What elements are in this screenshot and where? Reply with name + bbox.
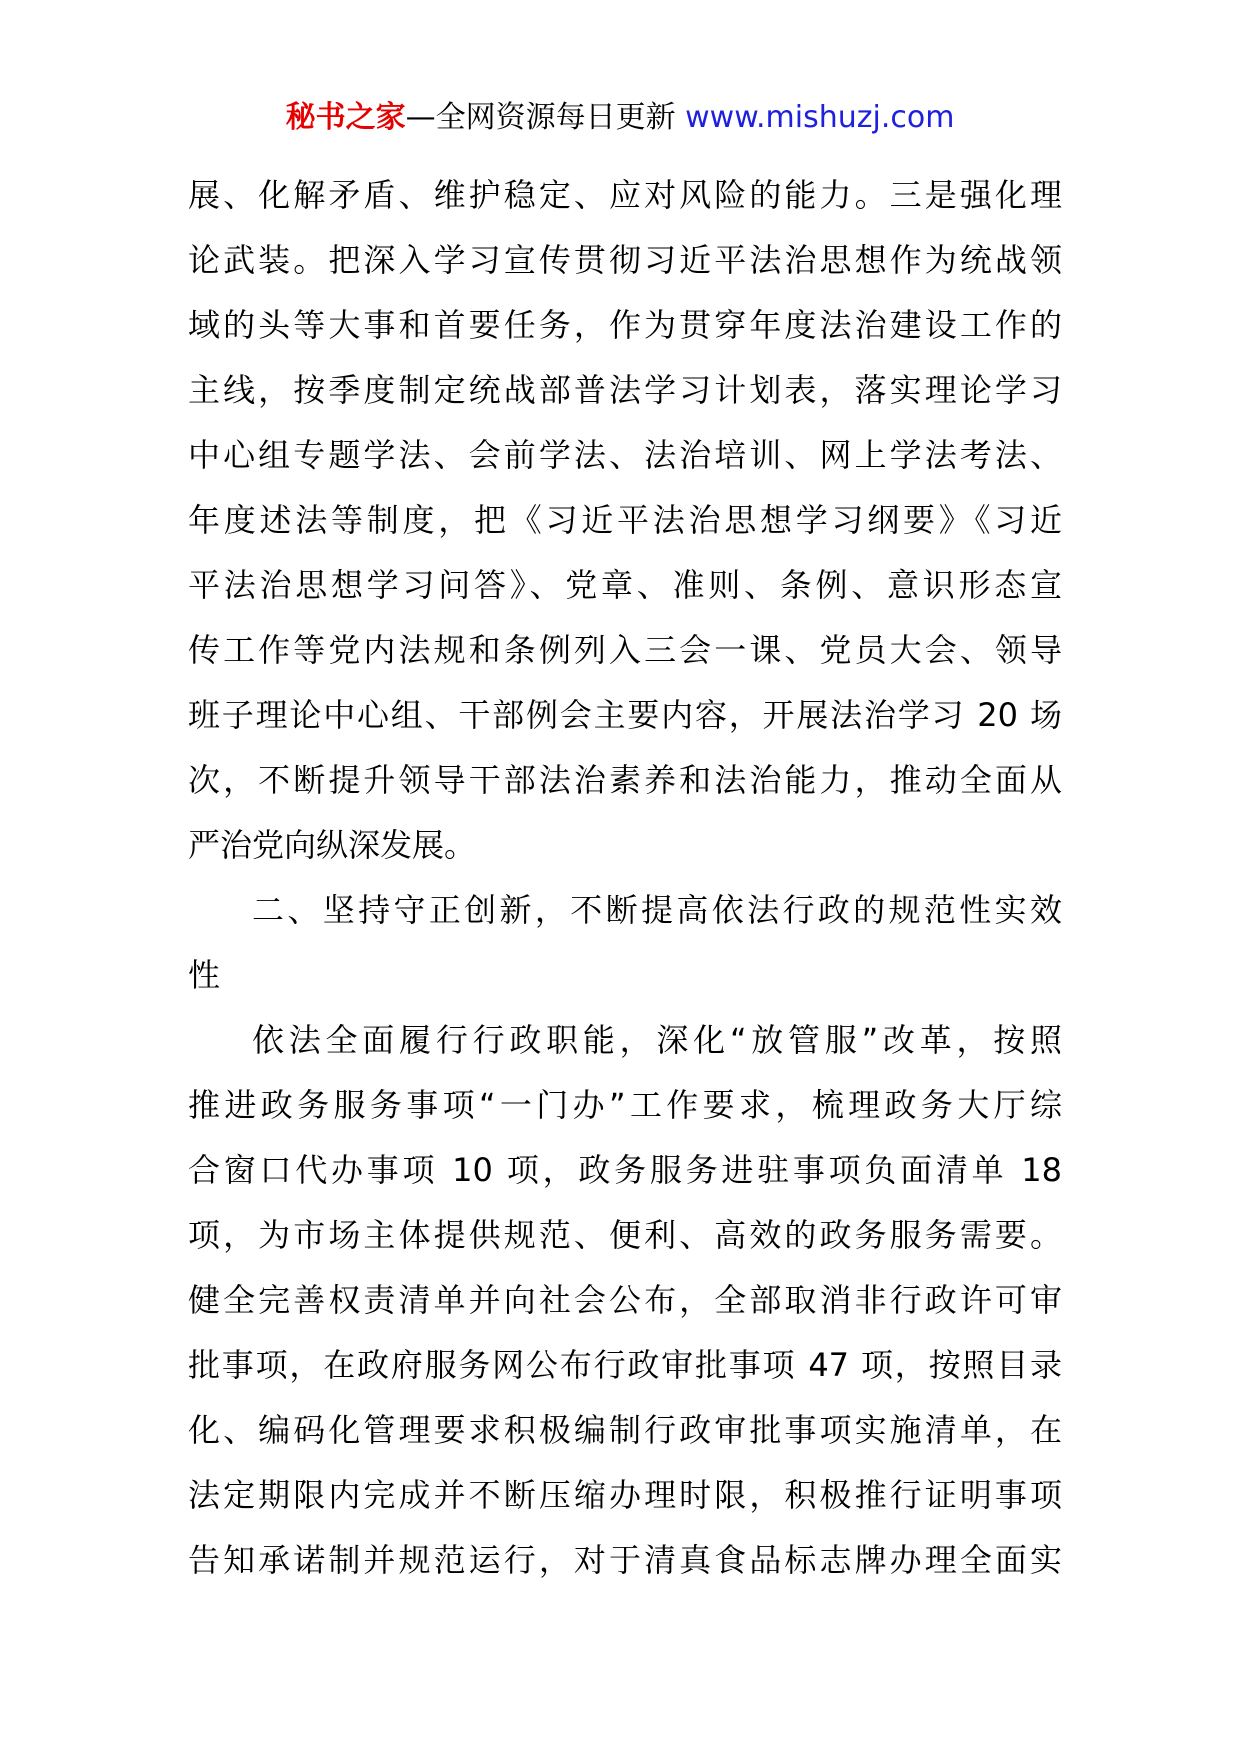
text-line: 依法全面履行行政职能，深化“放管服”改革，按照 [252,1021,1062,1059]
text-line: 告知承诺制并规范运行，对于清真食品标志牌办理全面实 [188,1541,1062,1579]
text-line: 年度述法等制度，把《习近平法治思想学习纲要》《习近 [188,501,1062,539]
text-line: 合窗口代办事项 10 项，政务服务进驻事项负面清单 18 [188,1151,1062,1189]
text-line: 项，为市场主体提供规范、便利、高效的政务服务需要。 [188,1216,1062,1254]
section-heading-continuation: 性 [188,956,221,994]
document-body [188,163,1062,1593]
section-heading: 二、坚持守正创新，不断提高依法行政的规范性实效 [252,891,1062,929]
site-tagline: —全网资源每日更新 [405,100,686,135]
text-line: 法定期限内完成并不断压缩办理时限，积极推行证明事项 [188,1476,1062,1514]
text-line: 中心组专题学法、会前学法、法治培训、网上学法考法、 [188,436,1062,474]
text-line: 展、化解矛盾、维护稳定、应对风险的能力。三是强化理 [188,176,1062,214]
text-line: 化、编码化管理要求积极编制行政审批事项实施清单，在 [188,1411,1062,1449]
text-line: 主线，按季度制定统战部普法学习计划表，落实理论学习 [188,371,1062,409]
site-header [0,98,1240,138]
text-line: 传工作等党内法规和条例列入三会一课、党员大会、领导 [188,631,1062,669]
text-line: 健全完善权责清单并向社会公布，全部取消非行政许可审 [188,1281,1062,1319]
text-line: 严治党向纵深发展。 [188,826,477,864]
text-line: 批事项，在政府服务网公布行政审批事项 47 项，按照目录 [188,1346,1062,1384]
site-brand: 秘书之家 [285,100,406,135]
text-line: 平法治思想学习问答》、党章、准则、条例、意识形态宣 [188,566,1062,604]
text-line: 次，不断提升领导干部法治素养和法治能力，推动全面从 [188,761,1062,799]
text-line: 推进政务服务事项“一门办”工作要求，梳理政务大厅综 [188,1086,1062,1124]
text-line: 班子理论中心组、干部例会主要内容，开展法治学习 20 场 [188,696,1062,734]
text-line: 论武装。把深入学习宣传贯彻习近平法治思想作为统战领 [188,241,1062,279]
text-line: 域的头等大事和首要任务，作为贯穿年度法治建设工作的 [188,306,1062,344]
site-url-link[interactable]: www.mishuzj.com [685,100,955,135]
